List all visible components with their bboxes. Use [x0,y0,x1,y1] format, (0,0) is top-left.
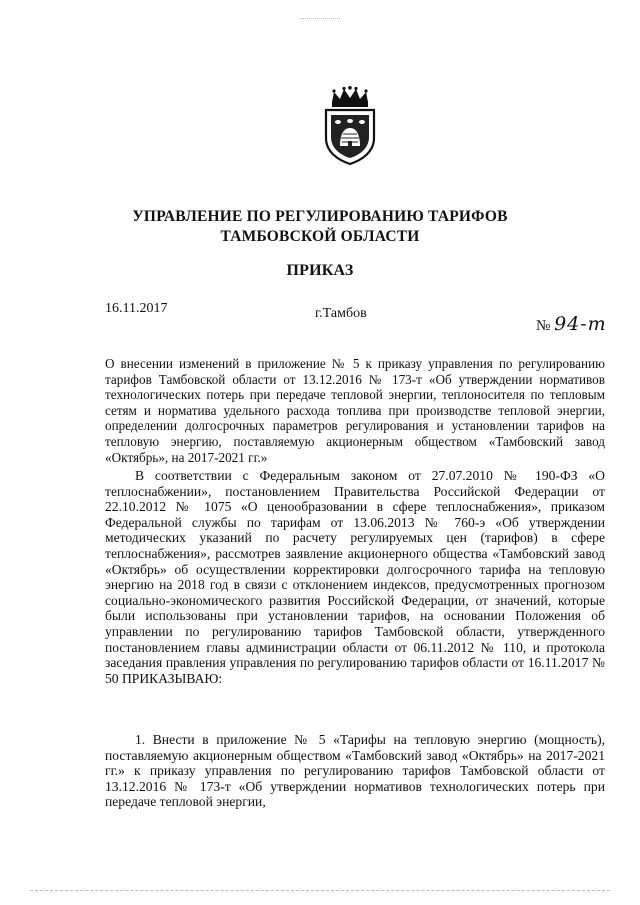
scan-artifact-bottom [30,890,610,891]
order-preamble: В соответствии с Федеральным законом от 27.07.2010 № 190-ФЗ «О теплоснабжении», постановлением Правительства Российской Федерации от 22.10.2012 № 1075 «О ценообразовании в сфере теплоснабжения», приказом Федеральной службы по тарифам от 13.06.2013 № 760-э «Об утверждении методических указаний по расчету регулируемых цен (тарифов) в сфере теплоснабжения», рассмотрев заявление акционерного общества «Тамбовский завод «Октябрь» об осуществлении корректировки долгосрочного тарифа на тепловую энергию на 2018 год в связи с отклонением индексов, предусмотренных прогнозом социально-экономического развития Российской Федерации, от значений, которые были использованы при установлении тарифов, на основании Положения об управлении по регулированию тарифов Тамбовской области, утвержденного постановлением главы администрации области от 06.11.2012 № 110, и протокола заседания правления управления по регулированию тарифов области от 16.11.2017 № 50 ПРИКАЗЫВАЮ: [105,468,605,686]
number-sign: № [536,318,551,334]
scan-artifact-top [300,18,340,19]
handwritten-number: 94-т [554,313,607,335]
document-type: ПРИКАЗ [286,262,354,279]
agency-name-line1: УПРАВЛЕНИЕ ПО РЕГУЛИРОВАНИЮ ТАРИФОВ [132,208,508,225]
document-number [536,313,607,335]
coat-of-arms-icon [320,86,380,166]
document-date: 16.11.2017 [105,301,168,316]
order-item-1 [105,732,605,810]
order-item-1-text: 1. Внести в приложение № 5 «Тарифы на тепловую энергию (мощность), поставляемую акционерным обществом «Тамбовский завод «Октябрь» на 2017-2021 гг.» к приказу управления по регулированию тарифов Тамбовской области от 13.12.2016 № 173-т «Об утверждении нормативов технологических потерь при передаче тепловой энергии, [105,732,605,810]
order-subject: О внесении изменений в приложение № 5 к приказу управления по регулированию тарифов Тамбовской области от 13.12.2016 № 173-т «Об утверждении нормативов технологических потерь при передаче тепловой энергии, теплоносителя по тепловым сетям и норматива удельного расхода топлива при производстве тепловой энергии, определении долгосрочных параметров регулирования и установлении тарифов на тепловую энергию, поставляемую акционерным обществом «Тамбовский завод «Октябрь», на 2017-2021 гг.» [105,356,605,465]
agency-name-line2: ТАМБОВСКОЙ ОБЛАСТИ [220,228,420,245]
document-city: г.Тамбов [315,306,367,321]
